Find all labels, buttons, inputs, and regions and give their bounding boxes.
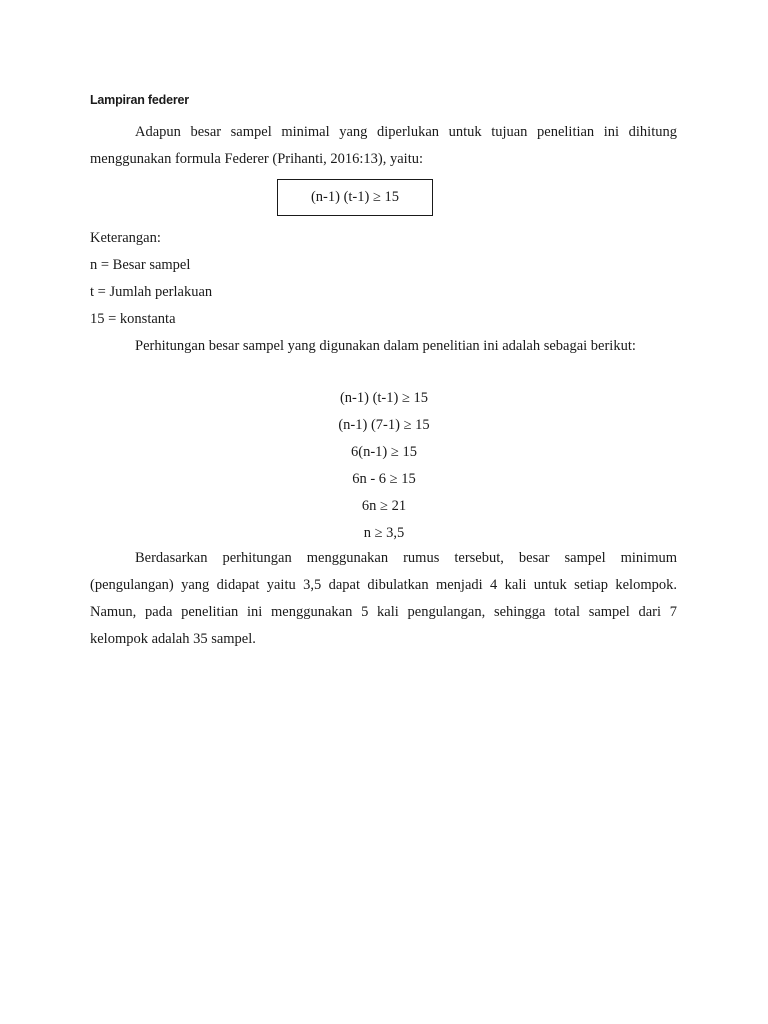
intro-paragraph: Adapun besar sampel minimal yang diperlukan untuk tujuan penelitian ini dihitung menggunakan formula Federer (Prihanti, 2016:13), yaitu: (90, 124, 677, 167)
calculation-steps (234, 385, 534, 547)
legend-item-constant: 15 = konstanta (90, 311, 176, 327)
formula-box (277, 179, 433, 216)
calculation-step: 6n - 6 ≥ 15 (352, 471, 416, 487)
conclusion-paragraph: Berdasarkan perhitungan menggunakan rumus tersebut, besar sampel minimum (pengulangan) yang didapat yaitu 3,5 dapat dibulatkan menjadi 4 kali untuk setiap kelompok. Namun, pada penelitian ini menggunakan 5 kali pengulangan, sehingga total sampel dari 7 kelompok adalah 35 sampel. (90, 550, 677, 647)
calculation-step: 6n ≥ 21 (361, 498, 407, 514)
legend-item-n: n = Besar sampel (90, 257, 191, 273)
legend-item-t: t = Jumlah perlakuan (90, 284, 213, 300)
calculation-step: (n-1) (7-1) ≥ 15 (338, 417, 430, 433)
calculation-step: 6(n-1) ≥ 15 (351, 444, 417, 460)
section-heading: Lampiran federer (90, 93, 189, 107)
calculation-step: n ≥ 3,5 (363, 525, 405, 541)
legend-title: Keterangan: (90, 230, 161, 246)
calculation-intro: Perhitungan besar sampel yang digunakan dalam penelitian ini adalah sebagai berikut: (135, 338, 636, 354)
calculation-step: (n-1) (t-1) ≥ 15 (339, 390, 429, 406)
formula-text: (n-1) (t-1) ≥ 15 (310, 189, 400, 205)
